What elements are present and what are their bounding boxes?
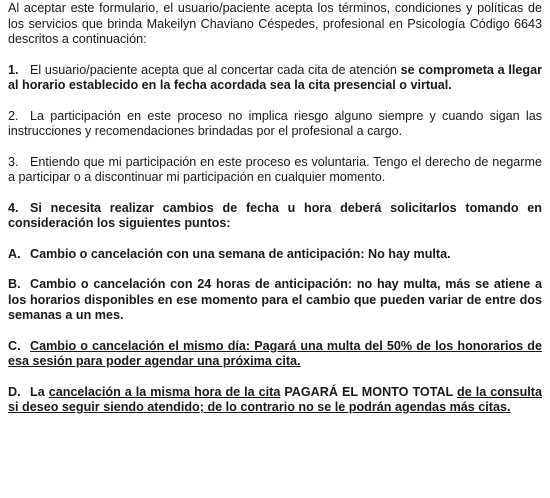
- item-3-number: 3.: [8, 154, 19, 169]
- point-c-text: Cambio o cancelación el mismo día: Pagará una multa del 50% de los honorarios de esa sesión para poder agendar una próxima cita.: [8, 338, 542, 368]
- item-3-text: Entiendo que mi participación en este proceso es voluntaria. Tengo el derecho de negarme a participar o a discontinuar mi participación en cualquier momento.: [8, 154, 542, 184]
- point-d: [8, 385, 542, 416]
- point-b-text: Cambio o cancelación con 24 horas de anticipación: no hay multa, más se atiene a los horarios disponibles en ese momento para el cambio que pueden variar de entre dos semanas a un mes.: [8, 277, 542, 322]
- point-b-letter: B.: [8, 277, 21, 291]
- item-1: [8, 63, 542, 94]
- item-2: [8, 109, 542, 140]
- item-1-bold-text: se comprometa a llegar al horario establecido en la fecha acordada sea la cita presencial o virtual.: [8, 62, 542, 92]
- point-d-rest: de la consulta si deseo seguir siendo atendido; de lo contrario no se le podrán agendas más citas.: [8, 384, 542, 414]
- item-1-text: El usuario/paciente acepta que al concertar cada cita de atención: [30, 62, 397, 77]
- point-d-letter: D.: [8, 384, 21, 399]
- point-a: [8, 247, 542, 263]
- point-a-letter: A.: [8, 246, 21, 261]
- item-2-number: 2.: [8, 108, 19, 123]
- item-4: [8, 201, 542, 232]
- item-4-text: Si necesita realizar cambios de fecha u hora deberá solicitarlos tomando en consideración los siguientes puntos:: [8, 200, 542, 230]
- point-d-caps: PAGARÁ EL MONTO TOTAL: [280, 384, 458, 399]
- item-2-text: La participación en este proceso no implica riesgo alguno siempre y cuando sigan las instrucciones y recomendaciones brindadas por el profesional a cargo.: [8, 108, 542, 138]
- point-d-underlined: cancelación a la misma hora de la cita: [48, 384, 281, 399]
- point-c: [8, 339, 542, 370]
- point-c-letter: C.: [8, 338, 21, 353]
- point-b: [8, 277, 542, 324]
- item-1-number: 1.: [8, 62, 19, 77]
- item-3: [8, 155, 542, 186]
- point-d-lead: La: [30, 384, 49, 399]
- intro-paragraph: Al aceptar este formulario, el usuario/paciente acepta los términos, condiciones y políticas de los servicios que brinda Makeilyn Chaviano Céspedes, profesional en Psicología Código 6643 descritos a continuación:: [8, 1, 542, 46]
- item-4-number: 4.: [8, 200, 19, 215]
- point-a-text: Cambio o cancelación con una semana de anticipación: No hay multa.: [30, 246, 451, 261]
